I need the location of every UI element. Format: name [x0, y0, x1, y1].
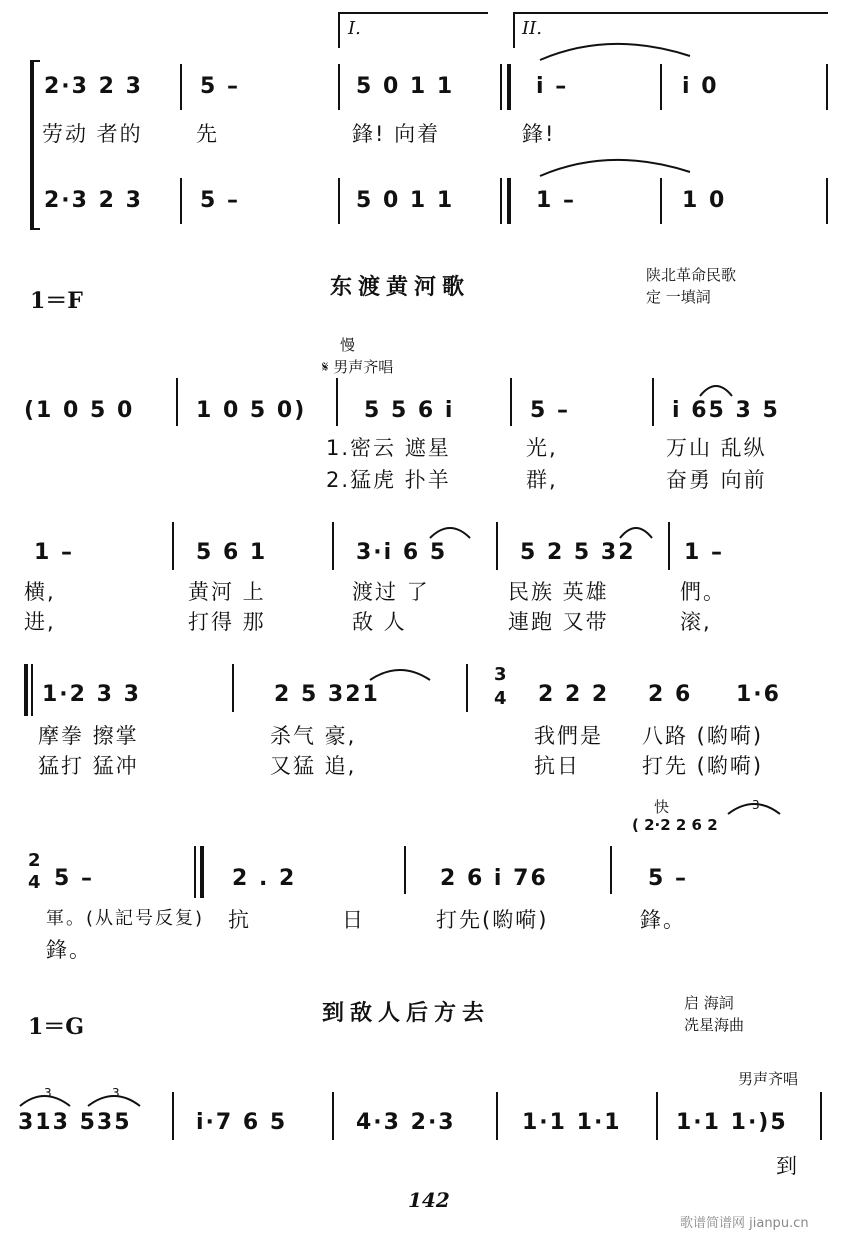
staff2-measure-2: 5 – [200, 188, 240, 213]
song1-r2-m3: 3·i 6 5 [356, 540, 448, 565]
song1-performer: 𝄋 男声齐唱 [322, 358, 394, 376]
song1-r2-lyr2-d: 連跑 又带 [508, 610, 609, 634]
staff1-measure-1: 2·3 2 3 [44, 74, 143, 99]
song2-triplet-2: 3 [112, 1086, 120, 1100]
song1-r3-lyr2-d: 打先 (喲嗬) [642, 754, 764, 778]
song1-r3-m3-b: 2 6 [648, 682, 693, 707]
song1-r4-lyr1-d: 打先(喲嗬) [436, 908, 549, 932]
slur-song1-r1 [700, 386, 732, 396]
slur-song1-r3 [370, 670, 430, 680]
song2-m3: 4·3 2·3 [356, 1110, 456, 1135]
song1-key: 1＝F [30, 288, 83, 314]
song1-r2-m1: 1 – [34, 540, 74, 565]
song1-r4-m2: 2 . 2 [232, 866, 297, 891]
song1-r2-lyr1-d: 民族 英雄 [508, 580, 609, 604]
song1-title: 东渡黄河歌 [330, 275, 471, 300]
song1-r1-m3: 5 5 6 i [364, 398, 455, 423]
song1-r2-lyr2-c: 敌 人 [352, 610, 407, 634]
song1-r2-lyr1-c: 渡过 了 [352, 580, 430, 604]
song1-r1-m5: i 65 3 5 [672, 398, 780, 423]
volta-2-label: II. [522, 18, 542, 39]
staff2-measure-5: 1 0 [682, 188, 727, 213]
slur-top-1 [540, 44, 690, 60]
song1-r1-lyr1-a: 1.密云 遮星 [326, 436, 451, 460]
song2-triplet-1: 3 [44, 1086, 52, 1100]
staff2-measure-4: 1 – [536, 188, 576, 213]
song1-r1-lyr2-b: 群, [526, 468, 558, 492]
song1-r2-lyr1-a: 横, [24, 580, 56, 604]
song1-r3-m2: 2 5 321 [274, 682, 380, 707]
song1-r3-lyr1-b: 杀气 豪, [270, 724, 357, 748]
song1-r1-m1: (1 0 5 0 [24, 398, 135, 423]
slur-song2-1 [20, 1096, 70, 1106]
song1-r3-lyr2-a: 猛打 猛冲 [38, 754, 139, 778]
staff1-measure-2: 5 – [200, 74, 240, 99]
song1-r1-lyr2-c: 奋勇 向前 [666, 468, 767, 492]
song1-r1-m2: 1 0 5 0) [196, 398, 307, 423]
song1-r3-lyr2-c: 抗日 [534, 754, 580, 778]
slur-song1-r2a [430, 528, 470, 538]
song1-r3-ts-bottom: 4 [494, 688, 509, 709]
song1-r3-lyr1-c: 我們是 [534, 724, 603, 748]
song1-r2-lyr1-e: 們。 [680, 580, 726, 604]
page-number: 142 [408, 1188, 450, 1212]
top-lyric-2: 先 [196, 122, 219, 146]
song2-lyric: 到 [776, 1154, 799, 1178]
staff1-measure-4: i – [536, 74, 569, 99]
song1-r2-lyr2-a: 进, [24, 610, 56, 634]
song1-r3-m3-c: 1·6 [736, 682, 781, 707]
slur-song1-fast [728, 804, 780, 814]
slur-song1-r2b [620, 528, 652, 538]
song1-r4-m4: 5 – [648, 866, 688, 891]
top-lyric-3: 鋒! 向着 [352, 122, 441, 146]
song1-r1-lyr1-c: 万山 乱纵 [666, 436, 767, 460]
song1-r3-m3-a: 2 2 2 [538, 682, 610, 707]
song1-r1-lyr1-b: 光, [526, 436, 558, 460]
song1-r2-lyr2-e: 滚, [680, 610, 712, 634]
song1-fast-notes: ( 2·2 2 6 2 [632, 816, 718, 834]
song1-r4-lyr1-c: 日 [342, 908, 365, 932]
song1-r4-lyr1-b: 抗 [228, 908, 251, 932]
song1-tempo: 慢 [340, 336, 356, 354]
song1-r3-lyr1-d: 八路 (喲嗬) [642, 724, 764, 748]
song1-r3-ts-top: 3 [494, 664, 509, 685]
song1-credit-1: 陕北革命民歌 [646, 266, 737, 284]
song1-r2-m5: 1 – [684, 540, 724, 565]
song2-m4: 1·1 1·1 [522, 1110, 622, 1135]
staff2-measure-3: 5 0 1 1 [356, 188, 455, 213]
song2-m1: 313 535 [18, 1110, 132, 1135]
song1-r4-m1: 5 – [54, 866, 94, 891]
song1-fast-triplet: 3 [752, 798, 760, 812]
song1-r4-m3: 2 6 i 76 [440, 866, 548, 891]
song1-r2-m4: 5 2 5 32 [520, 540, 636, 565]
staff1-measure-5: i 0 [682, 74, 719, 99]
song1-r3-lyr1-a: 摩拳 擦掌 [38, 724, 139, 748]
song2-key: 1＝G [28, 1014, 85, 1040]
song2-m2: i·7 6 5 [196, 1110, 288, 1135]
slur-song2-2 [88, 1096, 140, 1106]
song2-performer: 男声齐唱 [738, 1070, 799, 1088]
volta-1-label: I. [348, 18, 361, 39]
song1-r2-lyr2-b: 打得 那 [188, 610, 266, 634]
song1-r4-lyr1-e: 鋒。 [640, 908, 686, 932]
song1-r3-lyr2-b: 又猛 追, [270, 754, 357, 778]
song1-r1-lyr2-a: 2.猛虎 扑羊 [326, 468, 451, 492]
top-lyric-4: 鋒! [522, 122, 556, 146]
slur-top-2 [540, 160, 690, 176]
song2-credit-1: 启 海詞 [684, 994, 734, 1012]
song1-credit-2: 定 一填詞 [646, 288, 711, 306]
song1-r4-ts-bottom: 4 [28, 872, 43, 893]
song1-r2-m2: 5 6 1 [196, 540, 268, 565]
song1-fast-label: 快 [654, 798, 670, 816]
song1-r2-lyr1-b: 黄河 上 [188, 580, 266, 604]
song2-credit-2: 冼星海曲 [684, 1016, 745, 1034]
song1-r1-m4: 5 – [530, 398, 570, 423]
song1-r3-m1: 1·2 3 3 [42, 682, 141, 707]
song2-title: 到敌人后方去 [322, 1001, 491, 1026]
song2-m5: 1·1 1·)5 [676, 1110, 788, 1135]
song1-r4-ts-top: 2 [28, 850, 43, 871]
song1-r4-lyr2-a: 鋒。 [46, 938, 92, 962]
staff1-measure-3: 5 0 1 1 [356, 74, 455, 99]
watermark: 歌谱简谱网 jianpu.cn [680, 1216, 809, 1231]
staff2-measure-1: 2·3 2 3 [44, 188, 143, 213]
song1-r4-lyr1-a: 軍。(从記号反复) [46, 908, 205, 929]
top-lyric-1: 劳动 者的 [42, 122, 143, 146]
